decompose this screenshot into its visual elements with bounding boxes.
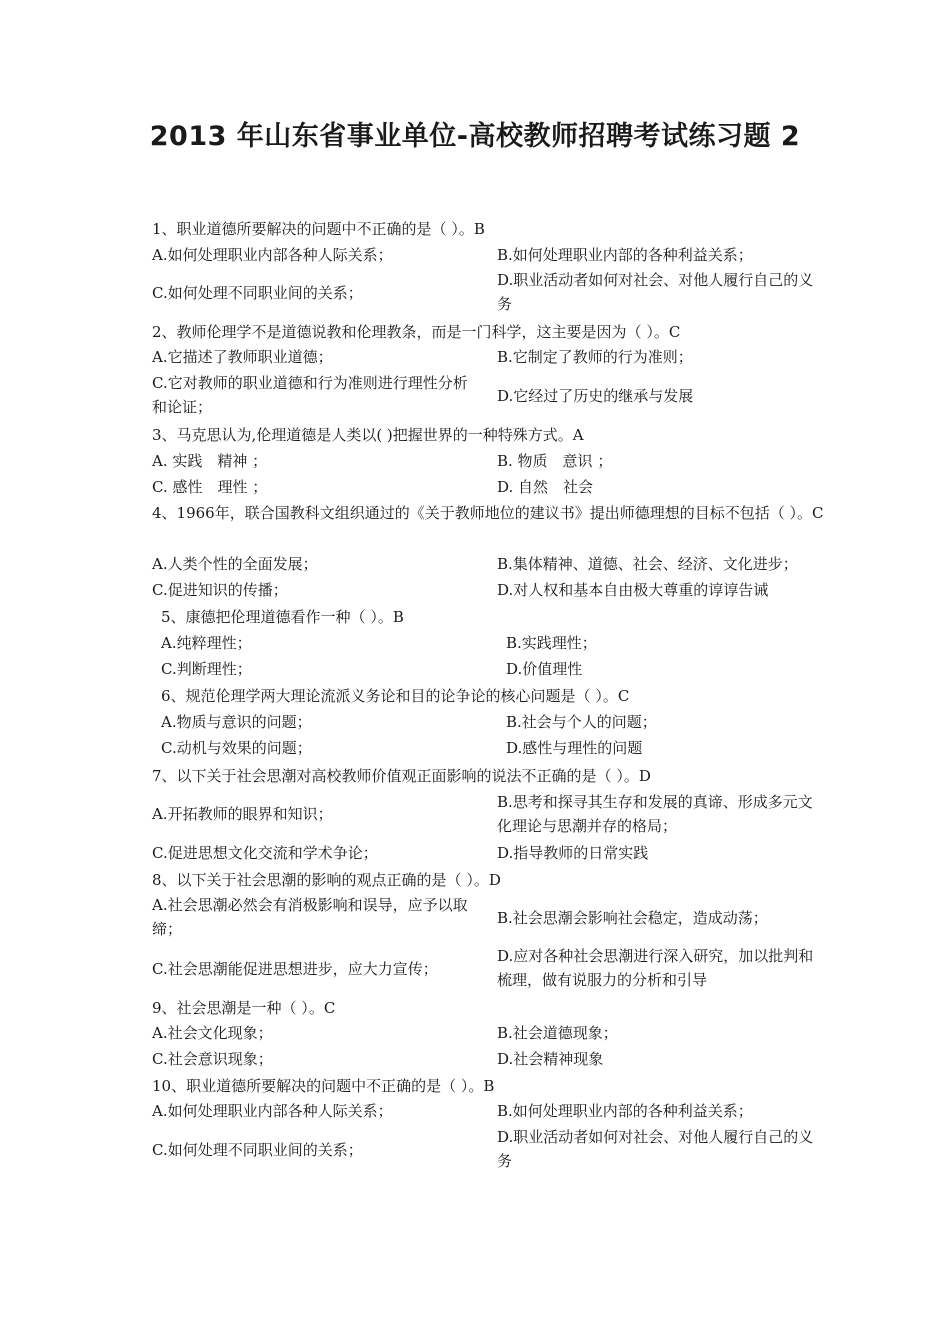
q4-option-c: C.促进知识的传播； <box>152 581 288 599</box>
q10-option-d: D.职业活动者如何对社会、对他人履行自己的义务 <box>497 1128 814 1170</box>
q1-option-d: D.职业活动者如何对社会、对他人履行自己的义务 <box>497 271 814 313</box>
q7-option-a: A.开拓教师的眼界和知识； <box>152 805 333 823</box>
q3-option-b: B. 物质 意识 ； <box>497 452 613 470</box>
q3-option-d: D. 自然 社会 <box>497 478 594 496</box>
q1-option-b: B.如何处理职业内部的各种利益关系； <box>497 246 753 264</box>
q5-option-d: D.价值理性 <box>506 660 583 678</box>
question-1: 1、职业道德所要解决的问题中不正确的是（ ）。B <box>152 220 485 238</box>
question-5: 5、康德把伦理道德看作一种（ ）。B <box>161 608 404 626</box>
question-2: 2、教师伦理学不是道德说教和伦理教条，而是一门科学，这主要是因为（ ）。C <box>152 323 681 341</box>
q6-option-d: D.感性与理性的问题 <box>506 739 643 757</box>
q6-option-a: A.物质与意识的问题； <box>161 713 312 731</box>
q10-option-a: A.如何处理职业内部各种人际关系； <box>152 1102 393 1120</box>
q10-option-c: C.如何处理不同职业间的关系； <box>152 1141 363 1159</box>
q9-option-d: D.社会精神现象 <box>497 1050 604 1068</box>
q7-option-d: D.指导教师的日常实践 <box>497 844 649 862</box>
q6-option-c: C.动机与效果的问题； <box>161 739 312 757</box>
q10-option-b: B.如何处理职业内部的各种利益关系； <box>497 1102 753 1120</box>
q3-option-c: C. 感性 理性 ； <box>152 478 268 496</box>
q6-option-b: B.社会与个人的问题； <box>506 713 657 731</box>
question-8: 8、以下关于社会思潮的影响的观点正确的是（ ）。D <box>152 871 501 889</box>
question-7: 7、以下关于社会思潮对高校教师价值观正面影响的说法不正确的是（ ）。D <box>152 767 651 785</box>
q8-option-a: A.社会思潮必然会有消极影响和误导，应予以取缔； <box>152 896 468 938</box>
q4-option-d: D.对人权和基本自由极大尊重的谆谆告诫 <box>497 581 769 599</box>
question-3: 3、马克思认为,伦理道德是人类以( )把握世界的一种特殊方式。A <box>152 426 584 444</box>
q8-option-b: B.社会思潮会影响社会稳定，造成动荡； <box>497 909 768 927</box>
q5-option-a: A.纯粹理性； <box>161 634 252 652</box>
q9-option-c: C.社会意识现象； <box>152 1050 273 1068</box>
q4-option-a: A.人类个性的全面发展； <box>152 555 318 573</box>
q2-option-d: D.它经过了历史的继承与发展 <box>497 387 694 405</box>
question-9: 9、社会思潮是一种（ ）。C <box>152 999 336 1017</box>
question-6: 6、规范伦理学两大理论流派义务论和目的论争论的核心问题是（ ）。C <box>161 687 630 705</box>
q5-option-c: C.判断理性； <box>161 660 252 678</box>
q8-option-d: D.应对各种社会思潮进行深入研究，加以批判和梳理，做有说服力的分析和引导 <box>497 947 814 989</box>
q7-option-b: B.思考和探寻其生存和发展的真谛、形成多元文化理论与思潮并存的格局； <box>497 793 813 835</box>
question-10: 10、职业道德所要解决的问题中不正确的是（ ）。B <box>152 1077 495 1095</box>
q7-option-c: C.促进思想文化交流和学术争论； <box>152 844 378 862</box>
q2-option-c: C.它对教师的职业道德和行为准则进行理性分析和论证； <box>152 374 468 416</box>
document-title: 2013 年山东省事业单位-高校教师招聘考试练习题 2 <box>149 121 801 152</box>
q4-option-b: B.集体精神、道德、社会、经济、文化进步； <box>497 555 798 573</box>
q5-option-b: B.实践理性； <box>506 634 597 652</box>
q9-option-b: B.社会道德现象； <box>497 1024 618 1042</box>
q1-option-a: A.如何处理职业内部各种人际关系； <box>152 246 393 264</box>
q1-option-c: C.如何处理不同职业间的关系； <box>152 284 363 302</box>
q8-option-c: C.社会思潮能促进思想进步，应大力宣传； <box>152 960 438 978</box>
q3-option-a: A. 实践 精神 ； <box>152 452 268 470</box>
q2-option-b: B.它制定了教师的行为准则； <box>497 348 693 366</box>
question-4: 4、1966年，联合国教科文组织通过的《关于教师地位的建议书》提出师德理想的目标不包括（ ）。C <box>152 504 824 522</box>
q2-option-a: A.它描述了教师职业道德； <box>152 348 333 366</box>
q9-option-a: A.社会文化现象； <box>152 1024 273 1042</box>
